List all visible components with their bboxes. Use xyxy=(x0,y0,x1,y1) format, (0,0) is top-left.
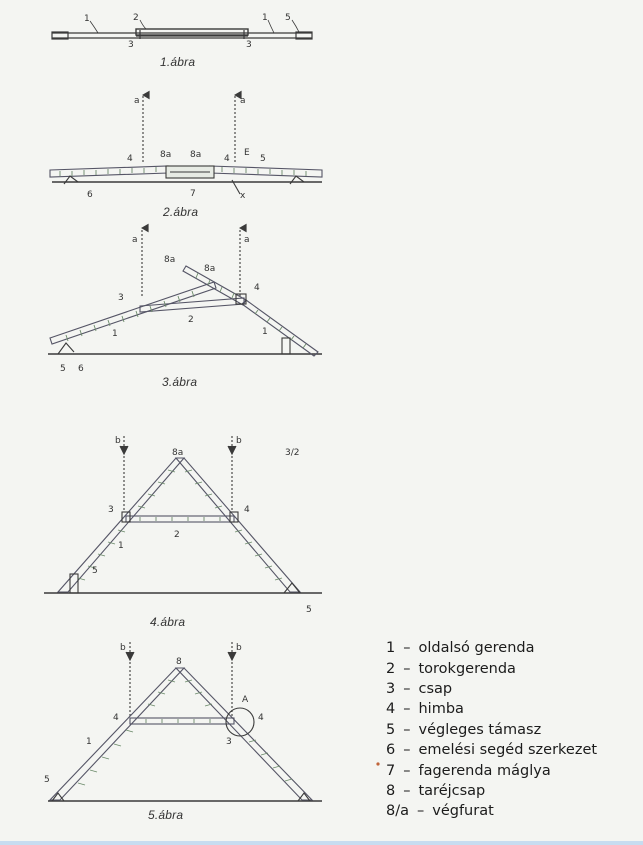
legend-item-dash: – xyxy=(403,762,411,779)
fig3-label-8a-left: 8a xyxy=(164,255,176,265)
caption-figure-1: 1.ábra xyxy=(160,55,196,69)
fig3-collar xyxy=(140,298,244,312)
legend-item-text: himba xyxy=(418,701,464,718)
fig2-label-5: 5 xyxy=(260,154,266,164)
fig4-label-8a: 8a xyxy=(172,448,184,458)
fig3-label-8a-right: 8a xyxy=(204,264,216,274)
legend-item xyxy=(386,679,636,699)
legend-item-number: 1 xyxy=(386,640,396,657)
legend-item-text: emelési segéd szerkezet xyxy=(418,742,598,759)
legend-item-number: 4 xyxy=(386,701,396,718)
fig1-label-1b: 1 xyxy=(262,13,268,23)
legend-item xyxy=(386,740,636,760)
figure-5 xyxy=(48,642,322,801)
fig2-beam-right xyxy=(210,166,322,177)
legend-item-dash: – xyxy=(403,742,411,759)
legend-item xyxy=(386,699,636,719)
legend-item-text: végleges támasz xyxy=(418,721,542,738)
fig5-rafter-left xyxy=(50,668,184,800)
figure-2 xyxy=(50,95,322,194)
legend-item-number: 2 xyxy=(386,660,396,677)
fig4-rafter-left xyxy=(58,458,184,592)
legend-item-dash: – xyxy=(403,721,411,738)
legend xyxy=(386,638,636,822)
fig2-label-a-right: a xyxy=(240,96,246,106)
fig5-label-4-left: 4 xyxy=(113,713,119,723)
fig5-label-5: 5 xyxy=(44,775,50,785)
legend-item-text: torokgerenda xyxy=(418,660,516,677)
fig5-rafter-right xyxy=(176,668,312,800)
fig4-label-2: 2 xyxy=(174,530,180,540)
legend-item-dash: – xyxy=(403,660,411,677)
fig2-label-4-right: 4 xyxy=(224,154,230,164)
caption-figure-2: 2.ábra xyxy=(163,205,199,219)
fig2-beam-left xyxy=(50,166,168,177)
legend-item xyxy=(386,801,636,821)
fig3-label-1-left: 1 xyxy=(112,329,118,339)
fig1-label-3a: 3 xyxy=(128,40,134,50)
fig4-label-4: 4 xyxy=(244,505,250,515)
fig4-hatch xyxy=(78,470,282,580)
legend-item-number: 5 xyxy=(386,721,396,738)
fig4-label-b-left: b xyxy=(115,436,121,446)
fig3-label-6: 6 xyxy=(78,364,84,374)
fig4-label-1: 1 xyxy=(118,541,124,551)
fig4-label-3-2: 3/2 xyxy=(285,448,300,458)
caption-figure-4: 4.ábra xyxy=(150,615,186,629)
legend-item-text: oldalsó gerenda xyxy=(418,640,535,657)
fig5-label-3: 3 xyxy=(226,737,232,747)
legend-item-number: 6 xyxy=(386,742,396,759)
fig4-label-5-right: 5 xyxy=(306,605,312,615)
fig2-label-8a-right: 8a xyxy=(190,150,202,160)
fig5-label-b-right: b xyxy=(236,643,242,653)
fig4-label-3: 3 xyxy=(108,505,114,515)
legend-item-text: taréjcsap xyxy=(418,782,486,799)
fig3-label-a-right: a xyxy=(244,235,250,245)
legend-item xyxy=(386,760,636,780)
fig2-label-7: 7 xyxy=(190,189,196,199)
legend-item-dash: – xyxy=(403,782,411,799)
fig5-label-4-right: 4 xyxy=(258,713,264,723)
legend-item-text: csap xyxy=(418,680,453,697)
fig2-label-8a-left: 8a xyxy=(160,150,172,160)
fig3-label-3: 3 xyxy=(118,293,124,303)
legend-item-dash: – xyxy=(403,680,411,697)
fig5-detail-A xyxy=(226,708,254,736)
fig5-label-A: A xyxy=(242,695,249,705)
legend-item-text: fagerenda máglya xyxy=(418,762,551,779)
bottom-edge xyxy=(0,841,643,845)
fig4-label-5-left: 5 xyxy=(92,566,98,576)
legend-item xyxy=(386,720,636,740)
fig3-label-2: 2 xyxy=(188,315,194,325)
legend-item-text: végfurat xyxy=(432,803,494,820)
fig5-hatch xyxy=(78,680,292,785)
caption-figure-3: 3.ábra xyxy=(162,375,198,389)
fig5-label-b-left: b xyxy=(120,643,126,653)
legend-item-dash: – xyxy=(403,640,411,657)
fig5-label-8: 8 xyxy=(176,657,182,667)
legend-item-number: 8/a xyxy=(386,803,409,820)
fig1-label-1a: 1 xyxy=(84,14,90,24)
fig2-label-E: E xyxy=(244,148,250,158)
legend-item-number: 7 xyxy=(386,762,396,779)
caption-figure-5: 5.ábra xyxy=(148,808,184,822)
fig2-label-4-left: 4 xyxy=(127,154,133,164)
fig1-label-5: 5 xyxy=(285,13,291,23)
fig1-label-2: 2 xyxy=(133,13,139,23)
legend-item xyxy=(386,781,636,801)
legend-item-number: 8 xyxy=(386,782,396,799)
fig3-label-4: 4 xyxy=(254,283,260,293)
fig1-label-3b: 3 xyxy=(246,40,252,50)
fig1-labels xyxy=(84,13,291,50)
fig3-label-5: 5 xyxy=(60,364,66,374)
fig3-label-a-left: a xyxy=(132,235,138,245)
fig2-labels xyxy=(87,96,266,201)
fig2-label-6: 6 xyxy=(87,190,93,200)
fig4-label-b-right: b xyxy=(236,436,242,446)
fig2-label-a-left: a xyxy=(134,96,140,106)
fig3-rafter-right-lower xyxy=(242,300,318,356)
fig5-label-1: 1 xyxy=(86,737,92,747)
figure-4 xyxy=(44,436,322,593)
fig5-labels xyxy=(44,643,264,785)
fig4-rafter-right xyxy=(176,458,300,592)
fig3-hatch xyxy=(66,273,306,348)
fig4-collar xyxy=(126,516,234,522)
legend-item-dash: – xyxy=(403,701,411,718)
fig3-rafter-left xyxy=(50,282,216,344)
figure-3 xyxy=(48,228,322,356)
legend-item xyxy=(386,658,636,678)
legend-item-number: 3 xyxy=(386,680,396,697)
fig3-label-1-right: 1 xyxy=(262,327,268,337)
fig1-collar-beam xyxy=(136,29,248,35)
fig2-label-x: x xyxy=(240,191,246,201)
legend-item-dash: – xyxy=(417,803,425,820)
legend-item xyxy=(386,638,636,658)
